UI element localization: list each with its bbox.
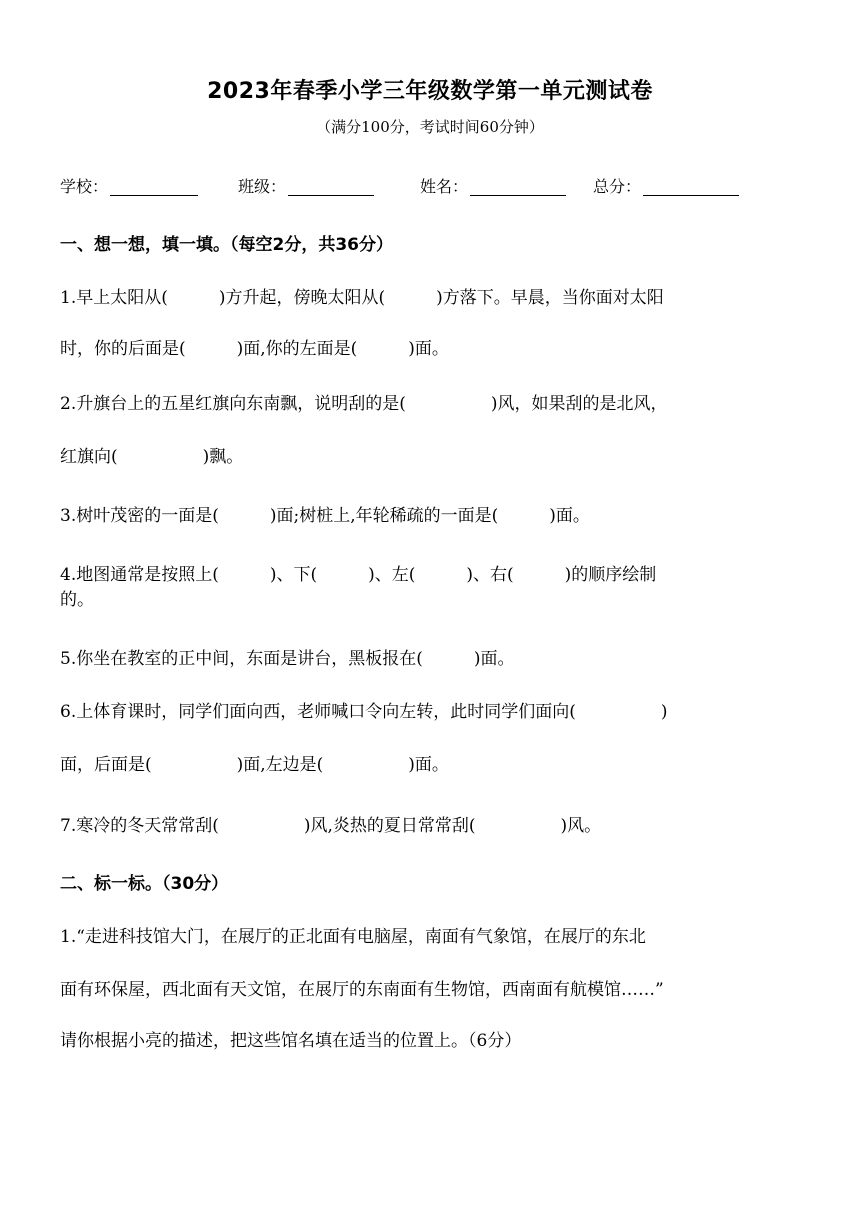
question-line: 7.寒冷的冬天常常刮( )风,炎热的夏日常常刮( )风。: [60, 816, 602, 836]
question-line: 3.树叶茂密的一面是( )面;树桩上,年轮稀疏的一面是( )面。: [60, 506, 590, 526]
class-field: [238, 174, 374, 197]
score-field: [593, 174, 739, 197]
page-subtitle: （满分100分，考试时间60分钟）: [316, 118, 544, 136]
question-line: 红旗向( )飘。: [60, 447, 244, 467]
score-blank[interactable]: [643, 177, 739, 196]
question-line: 面有环保屋，西北面有天文馆，在展厅的东南面有生物馆，西南面有航模馆……”: [60, 980, 664, 1000]
class-blank[interactable]: [288, 177, 374, 196]
question-line: 1.早上太阳从( )方升起，傍晚太阳从( )方落下。早晨，当你面对太阳: [60, 288, 664, 308]
question-line: 5.你坐在教室的正中间，东面是讲台，黑板报在( )面。: [60, 649, 515, 669]
question-line: 面，后面是( )面,左边是( )面。: [60, 755, 449, 775]
score-label: 总分：: [593, 177, 642, 196]
question-line: 4.地图通常是按照上( )、下( )、左( )、右( )的顺序绘制: [60, 565, 657, 585]
question-line: 1.“走进科技馆大门，在展厅的正北面有电脑屋，南面有气象馆，在展厅的东北: [60, 927, 646, 947]
section1-heading: 一、想一想，填一填。（每空2分，共36分）: [60, 235, 393, 255]
question-line: 时，你的后面是( )面,你的左面是( )面。: [60, 339, 449, 359]
school-field: [60, 174, 198, 197]
page-title: 2023年春季小学三年级数学第一单元测试卷: [207, 79, 653, 104]
class-label: 班级：: [238, 177, 287, 196]
name-blank[interactable]: [470, 177, 566, 196]
school-label: 学校：: [60, 177, 109, 196]
question-line: 请你根据小亮的描述，把这些馆名填在适当的位置上。（6分）: [60, 1031, 522, 1051]
question-line: 6.上体育课时，同学们面向西，老师喊口令向左转，此时同学们面向( ): [60, 702, 668, 722]
school-blank[interactable]: [110, 177, 198, 196]
name-field: [420, 174, 566, 197]
question-line: 的。: [60, 590, 94, 610]
name-label: 姓名：: [420, 177, 469, 196]
question-line: 2.升旗台上的五星红旗向东南飘，说明刮的是( )风，如果刮的是北风，: [60, 394, 668, 414]
section2-heading: 二、标一标。（30分）: [60, 874, 229, 894]
